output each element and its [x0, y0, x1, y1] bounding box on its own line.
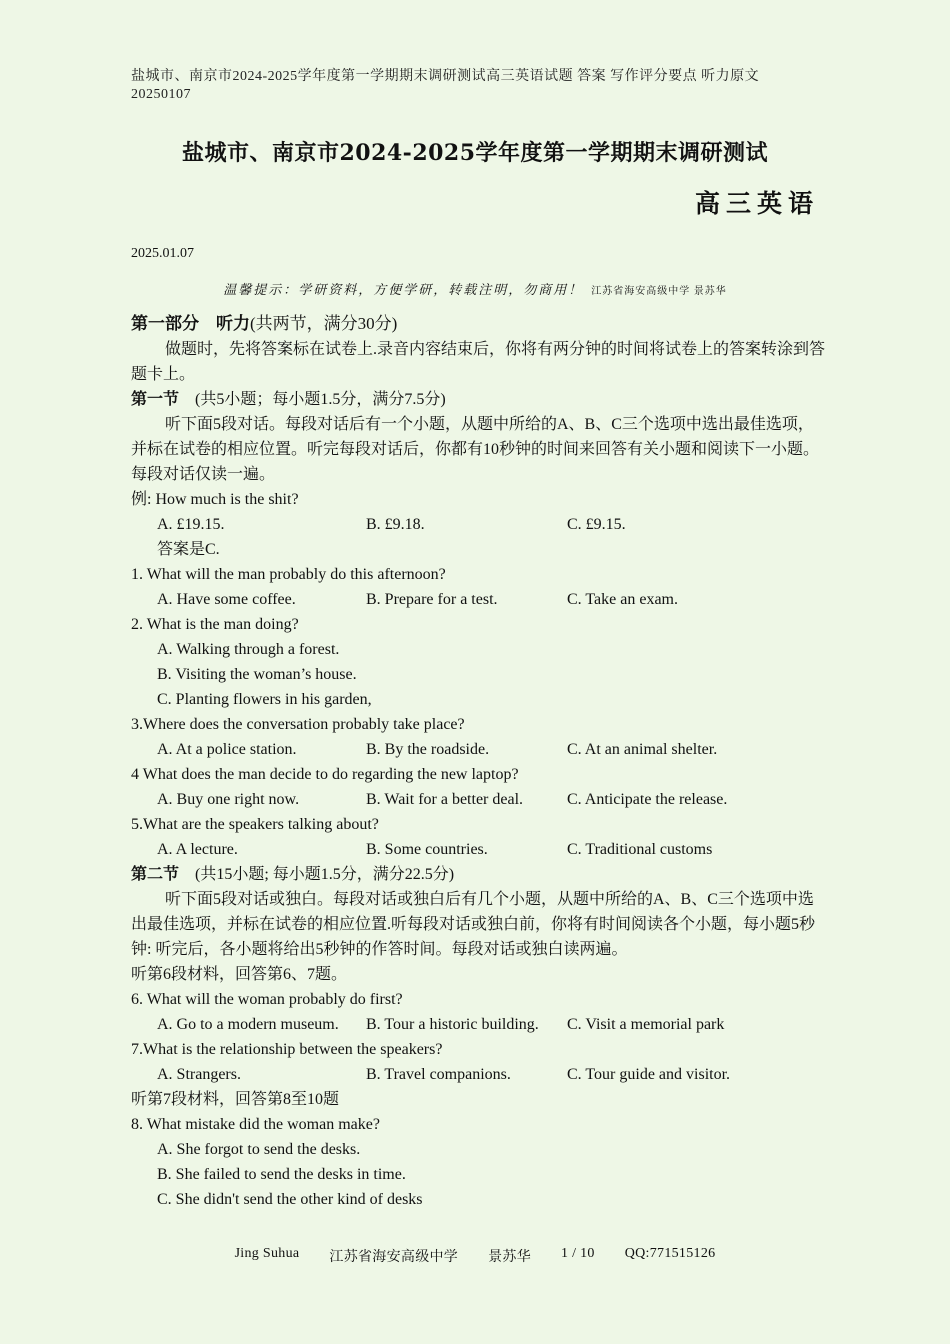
option-c: C. Visit a memorial park [567, 1016, 725, 1033]
running-header: 盐城市、南京市2024-2025学年度第一学期期末调研测试高三英语试题 答案 写作评分要点 听力原文 20250107 [131, 69, 760, 102]
section2-title [131, 862, 829, 887]
question-3-options [131, 737, 829, 762]
footer-name: 景苏华 [488, 1250, 532, 1265]
material-7-heading: 听第7段材料，回答第8至10题 [131, 1091, 340, 1108]
option-a: A. Buy one right now. [157, 791, 300, 808]
question-6-options [131, 1012, 829, 1037]
question-5-options [131, 837, 829, 862]
option-b: B. Wait for a better deal. [366, 791, 524, 808]
section1-title [131, 387, 829, 412]
notice-text: 温馨提示：学研资料，方便学研，转载注明，勿商用！ [223, 282, 584, 297]
question-7-options [131, 1062, 829, 1087]
option-c: C. Take an exam. [567, 591, 678, 608]
option-b: B. Tour a historic building. [366, 1016, 539, 1033]
question-2: 2. What is the man doing? [131, 616, 299, 633]
section2-instruction: 听下面5段对话或独白。每段对话或独白后有几个小题，从题中所给的A、B、C三个选项中选出最佳选项，并标在试卷的相应位置.听每段对话或独白前，你将有时间阅读各个小题，每小题5秒钟: 听完后，各小题将给出5秒钟的作答时间。每段对话或独白读两遍。 [131, 891, 816, 958]
option-a: A. She forgot to send the desks. [157, 1141, 361, 1158]
question-1: 1. What will the man probably do this afternoon? [131, 566, 446, 583]
option-b: B. £9.18. [366, 516, 425, 533]
question-3: 3.Where does the conversation probably take place? [131, 716, 465, 733]
notice-school: 江苏省海安高级中学 景苏华 [591, 286, 727, 297]
question-1-options [131, 587, 829, 612]
option-a: A. At a police station. [157, 741, 297, 758]
option-c: C. She didn't send the other kind of desks [157, 1191, 423, 1208]
part1-title [131, 311, 829, 337]
option-b: B. Some countries. [366, 841, 488, 858]
option-a: A. Walking through a forest. [157, 641, 340, 658]
example-question: 例: How much is the shit? [131, 491, 299, 508]
part1-instruction: 做题时，先将答案标在试卷上.录音内容结束后，你将有两分钟的时间将试卷上的答案转涂到答题卡上。 [131, 341, 826, 383]
exam-title: 盐城市、南京市2024-2025学年度第一学期期末调研测试 [181, 140, 769, 166]
option-b: B. Travel companions. [366, 1066, 511, 1083]
option-b: B. Prepare for a test. [366, 591, 498, 608]
section1-instruction: 听下面5段对话。每段对话后有一个小题，从题中所给的A、B、C三个选项中选出最佳选项，并标在试卷的相应位置。听完每段对话后，你都有10秒钟的时间来回答有关小题和阅读下一小题。每段对话仅读一遍。 [131, 416, 820, 483]
notice-line [0, 279, 950, 298]
option-a: A. £19.15. [157, 516, 225, 533]
option-a: A. Go to a modern museum. [157, 1016, 339, 1033]
section1-label: 第一节 [131, 391, 180, 408]
example-answer: 答案是C. [157, 541, 220, 558]
question-5: 5.What are the speakers talking about? [131, 816, 379, 833]
section2-label: 第二节 [131, 866, 180, 883]
example-options [131, 512, 829, 537]
option-b: B. She failed to send the desks in time. [157, 1166, 406, 1183]
option-b: B. By the roadside. [366, 741, 490, 758]
footer-qq: QQ:771515126 [624, 1246, 716, 1261]
footer-author: Jing Suhua [234, 1246, 300, 1261]
option-c: C. Planting flowers in his garden, [157, 691, 372, 708]
page-number: 1 / 10 [561, 1246, 595, 1261]
question-6: 6. What will the woman probably do first? [131, 991, 403, 1008]
exam-content [131, 311, 829, 1212]
option-a: A. Have some coffee. [157, 591, 296, 608]
question-4: 4 What does the man decide to do regarding the new laptop? [131, 766, 519, 783]
option-c: C. At an animal shelter. [567, 741, 718, 758]
exam-date: 2025.01.07 [131, 246, 194, 261]
question-7: 7.What is the relationship between the speakers? [131, 1041, 443, 1058]
option-c: C. Anticipate the release. [567, 791, 728, 808]
page-footer [0, 1246, 950, 1266]
option-a: A. Strangers. [157, 1066, 241, 1083]
option-c: C. £9.15. [567, 516, 626, 533]
option-a: A. A lecture. [157, 841, 238, 858]
material-6-heading: 听第6段材料，回答第6、7题。 [131, 966, 348, 983]
question-4-options [131, 787, 829, 812]
question-8: 8. What mistake did the woman make? [131, 1116, 380, 1133]
section1-note: (共5小题；每小题1.5分，满分7.5分) [195, 391, 446, 408]
section2-note: (共15小题; 每小题1.5分，满分22.5分) [195, 866, 455, 883]
exam-subject: 高三英语 [694, 189, 819, 218]
part1-title-text: 第一部分 听力 [131, 314, 250, 333]
part1-title-note: (共两节，满分30分) [250, 314, 398, 333]
option-b: B. Visiting the woman’s house. [157, 666, 357, 683]
option-c: C. Tour guide and visitor. [567, 1066, 731, 1083]
option-c: C. Traditional customs [567, 841, 713, 858]
footer-school: 江苏省海安高级中学 [329, 1250, 459, 1265]
